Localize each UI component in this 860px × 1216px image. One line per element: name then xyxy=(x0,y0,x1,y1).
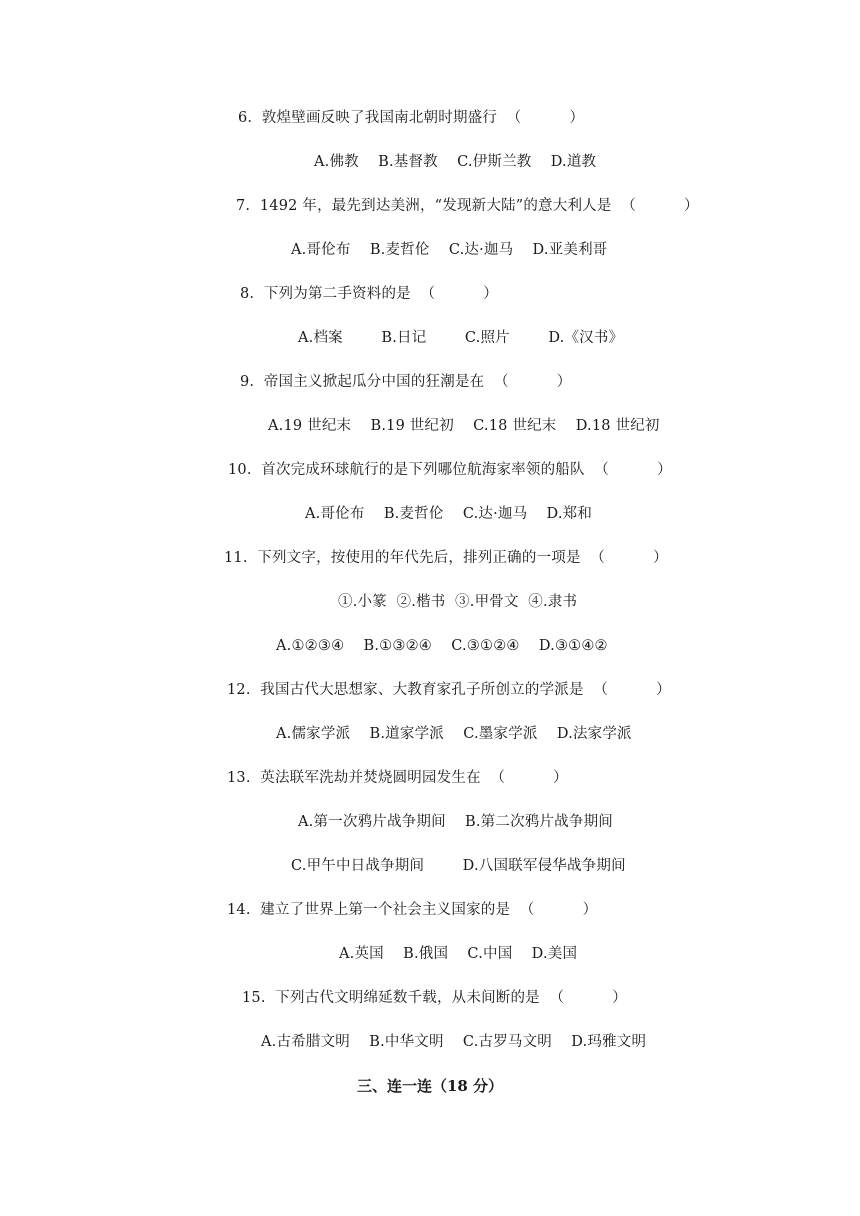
question-10-options: A.哥伦布 B.麦哲伦 C.达·迦马 D.郑和 xyxy=(305,506,593,522)
question-11-options: A.①②③④ B.①③②④ C.③①②④ D.③①④② xyxy=(276,638,608,654)
question-12-options: A.儒家学派 B.道家学派 C.墨家学派 D.法家学派 xyxy=(276,726,632,742)
question-13-options-row2: C.甲午中日战争期间 D.八国联军侵华战争期间 xyxy=(291,858,626,874)
question-9-options: A.19 世纪末 B.19 世纪初 C.18 世纪末 D.18 世纪初 xyxy=(268,418,660,434)
question-14-stem: 14. 建立了世界上第一个社会主义国家的是 （ ） xyxy=(227,902,598,918)
question-8-stem: 8. 下列为第二手资料的是 （ ） xyxy=(240,286,498,302)
question-9-stem: 9. 帝国主义掀起瓜分中国的狂潮是在 （ ） xyxy=(240,374,572,390)
question-13-options-row1: A.第一次鸦片战争期间 B.第二次鸦片战争期间 xyxy=(298,814,613,830)
question-12-stem: 12. 我国古代大思想家、大教育家孔子所创立的学派是 （ ） xyxy=(227,682,671,698)
question-8-options: A.档案 B.日记 C.照片 D.《汉书》 xyxy=(298,330,624,346)
question-11-items: ①.小篆 ②.楷书 ③.甲骨文 ④.隶书 xyxy=(338,594,578,610)
section-title: 三、连一连（18 分） xyxy=(356,1077,504,1095)
question-6-stem: 6. 敦煌壁画反映了我国南北朝时期盛行 （ ） xyxy=(238,110,585,126)
question-7-stem: 7. 1492 年，最先到达美洲，“发现新大陆”的意大利人是 （ ） xyxy=(236,198,699,214)
question-10-stem: 10. 首次完成环球航行的是下列哪位航海家率领的船队 （ ） xyxy=(228,462,672,478)
question-11-stem: 11. 下列文字，按使用的年代先后，排列正确的一项是 （ ） xyxy=(224,550,668,566)
question-15-options: A.古希腊文明 B.中华文明 C.古罗马文明 D.玛雅文明 xyxy=(261,1034,647,1050)
question-6-options: A.佛教 B.基督教 C.伊斯兰教 D.道教 xyxy=(314,154,597,170)
question-15-stem: 15. 下列古代文明绵延数千载，从未间断的是 （ ） xyxy=(242,990,627,1006)
question-13-stem: 13. 英法联军洗劫并焚烧圆明园发生在 （ ） xyxy=(227,770,568,786)
question-14-options: A.英国 B.俄国 C.中国 D.美国 xyxy=(339,946,578,962)
question-7-options: A.哥伦布 B.麦哲伦 C.达·迦马 D.亚美利哥 xyxy=(291,242,608,258)
